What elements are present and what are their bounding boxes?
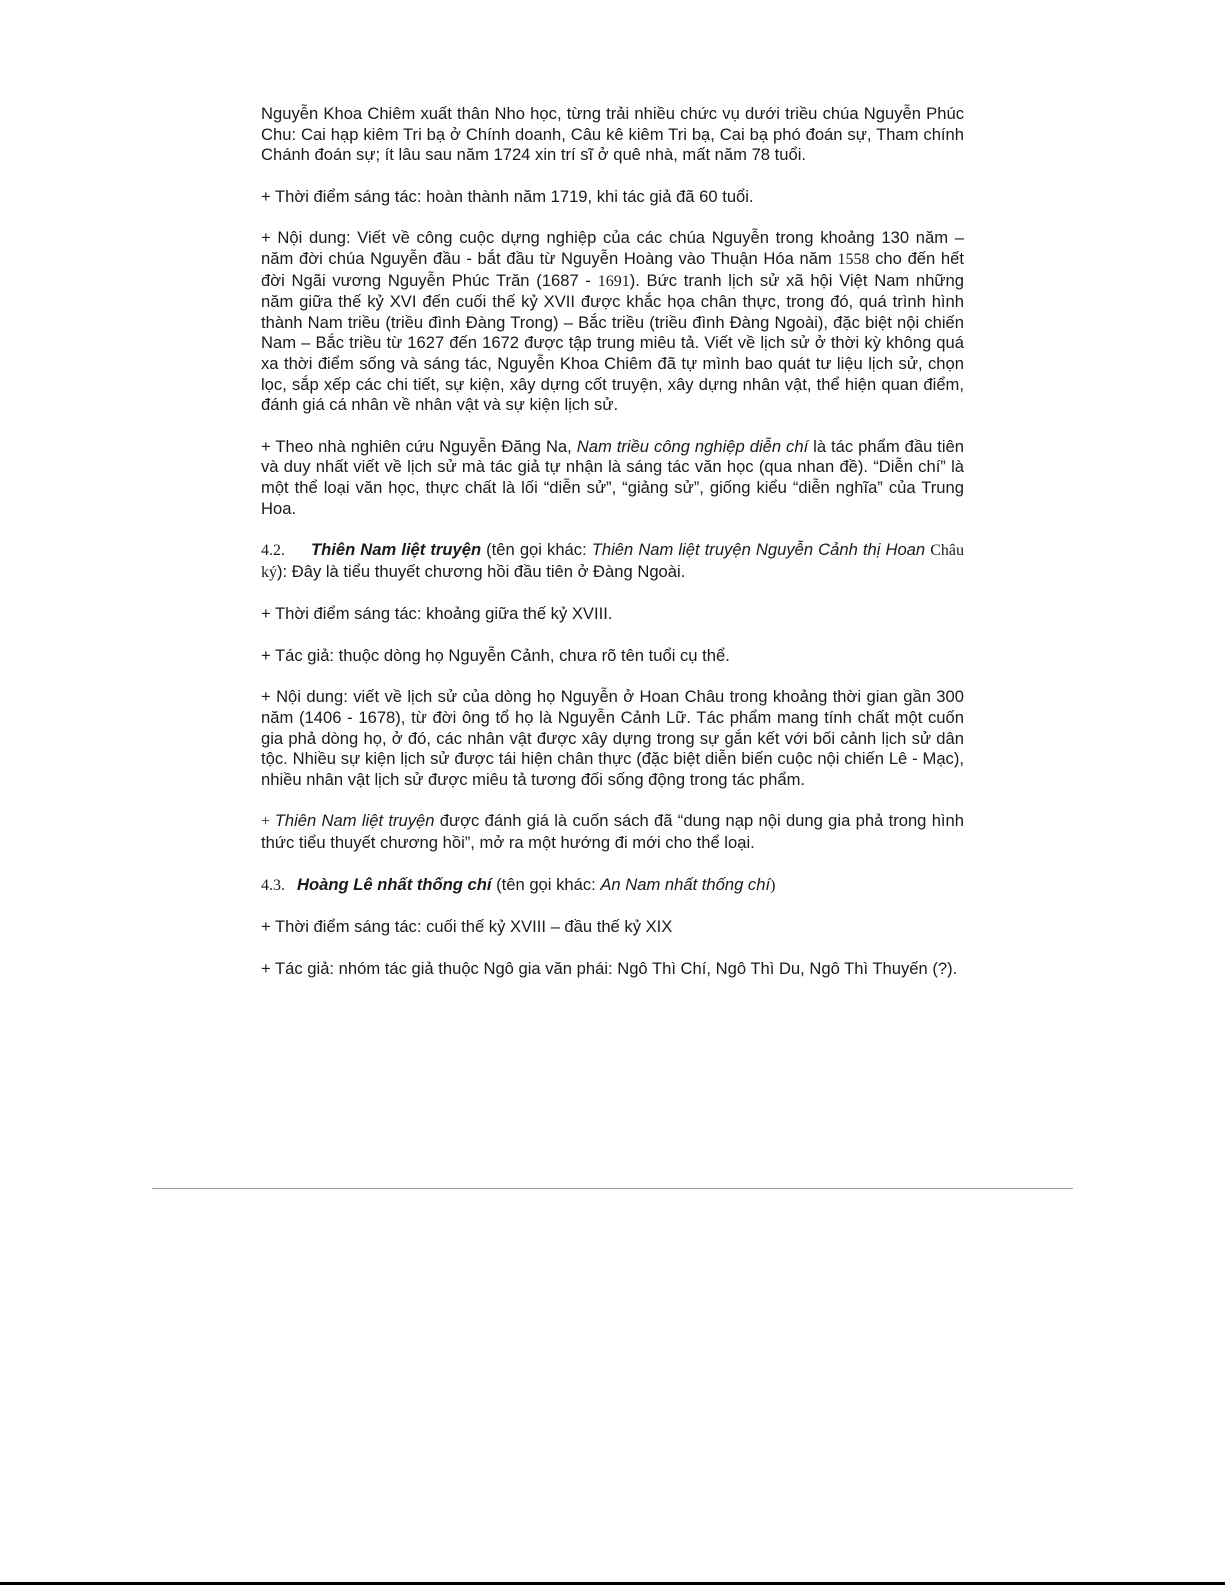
section-heading-4-3: 4.3. Hoàng Lê nhất thống chí (tên gọi khác: An Nam nhất thống chí): [261, 874, 776, 894]
author-paragraph-4-3: + Tác giả: nhóm tác giả thuộc Ngô gia văn phái: Ngô Thì Chí, Ngô Thì Du, Ngô Thì Thuyến (?).: [261, 958, 958, 978]
author-biography-paragraph: Nguyễn Khoa Chiêm xuất thân Nho học, từng trải nhiều chức vụ dưới triều chúa Nguyễn Phúc Chu: Cai hạp kiêm Tri bạ ở Chính doanh, Câu kê kiêm Tri bạ, Cai bạ phó đoán sự, Tham chính Chánh đoán sự; ít lâu sau năm 1724 xin trí sĩ ở quê nhà, mất năm 78 tuổi.: [261, 104, 964, 165]
page-content: [261, 104, 964, 1000]
composition-time-paragraph: + Thời điểm sáng tác: hoàn thành năm 1719, khi tác giả đã 60 tuổi.: [261, 186, 754, 206]
composition-time-paragraph-4-2: + Thời điểm sáng tác: khoảng giữa thế kỷ XVIII.: [261, 604, 613, 624]
author-paragraph-4-2: + Tác giả: thuộc dòng họ Nguyễn Cảnh, chưa rõ tên tuổi cụ thể.: [261, 645, 730, 665]
composition-time-paragraph-4-3: + Thời điểm sáng tác: cuối thế kỷ XVIII – đầu thế kỷ XIX: [261, 917, 673, 937]
section-heading-4-2: 4.2. Thiên Nam liệt truyện (tên gọi khác: Thiên Nam liệt truyện Nguyễn Cảnh thị Hoan Châu ký): Đây là tiểu thuyết chương hồi đầu tiên ở Đàng Ngoài.: [261, 540, 964, 581]
page-break-divider: [152, 1188, 1073, 1189]
content-paragraph-4-2: + Nội dung: viết về lịch sử của dòng họ Nguyễn ở Hoan Châu trong khoảng thời gian gần 300 năm (1406 - 1678), từ đời ông tổ họ là Nguyễn Cảnh Lữ. Tác phẩm mang tính chất một cuốn gia phả dòng họ, ở đó, các nhân vật được xây dựng trong sự gắn kết với bối cảnh lịch sử dân tộc. Nhiều sự kiện lịch sử được tái hiện chân thực (đặc biệt diễn biến cuộc nội chiến Lê - Mạc), nhiều nhân vật lịch sử được miêu tả tương đối sống động trong tác phẩm.: [261, 687, 964, 789]
evaluation-paragraph-4-2: + Thiên Nam liệt truyện được đánh giá là cuốn sách đã “dung nạp nội dung gia phả trong hình thức tiểu thuyết chương hồi”, mở ra một hướng đi mới cho thể loại.: [261, 811, 964, 853]
content-paragraph: + Nội dung: Viết về công cuộc dựng nghiệp của các chúa Nguyễn trong khoảng 130 năm – năm đời chúa Nguyễn đầu - bắt đầu từ Nguyễn Hoàng vào Thuận Hóa năm 1558 cho đến hết đời Ngãi vương Nguyễn Phúc Trăn (1687 - 1691). Bức tranh lịch sử xã hội Việt Nam những năm giữa thế kỷ XVI đến cuối thế kỷ XVII được khắc họa chân thực, trong đó, quá trình hình thành Nam triều (triều đình Đàng Trong) – Bắc triều (triều đình Đàng Ngoài), đặc biệt nội chiến Nam – Bắc triều từ 1627 đến 1672 được tập trung miêu tả. Viết về lịch sử ở thời kỳ không quá xa thời điểm sống và sáng tác, Nguyễn Khoa Chiêm đã tự mình bao quát tư liệu lịch sử, chọn lọc, sắp xếp các chi tiết, sự kiện, xây dựng cốt truyện, xây dựng nhân vật, thể hiện quan điểm, đánh giá cá nhân về nhân vật và sự kiện lịch sử.: [261, 228, 964, 415]
researcher-opinion-paragraph: + Theo nhà nghiên cứu Nguyễn Đăng Na, Nam triều công nghiệp diễn chí là tác phẩm đầu tiên và duy nhất viết về lịch sử mà tác giả tự nhận là sáng tác văn học (qua nhan đề). “Diễn chí” là một thể loại văn học, thực chất là lối “diễn sử”, “giảng sử”, giống kiểu “diễn nghĩa” của Trung Hoa.: [261, 436, 965, 518]
